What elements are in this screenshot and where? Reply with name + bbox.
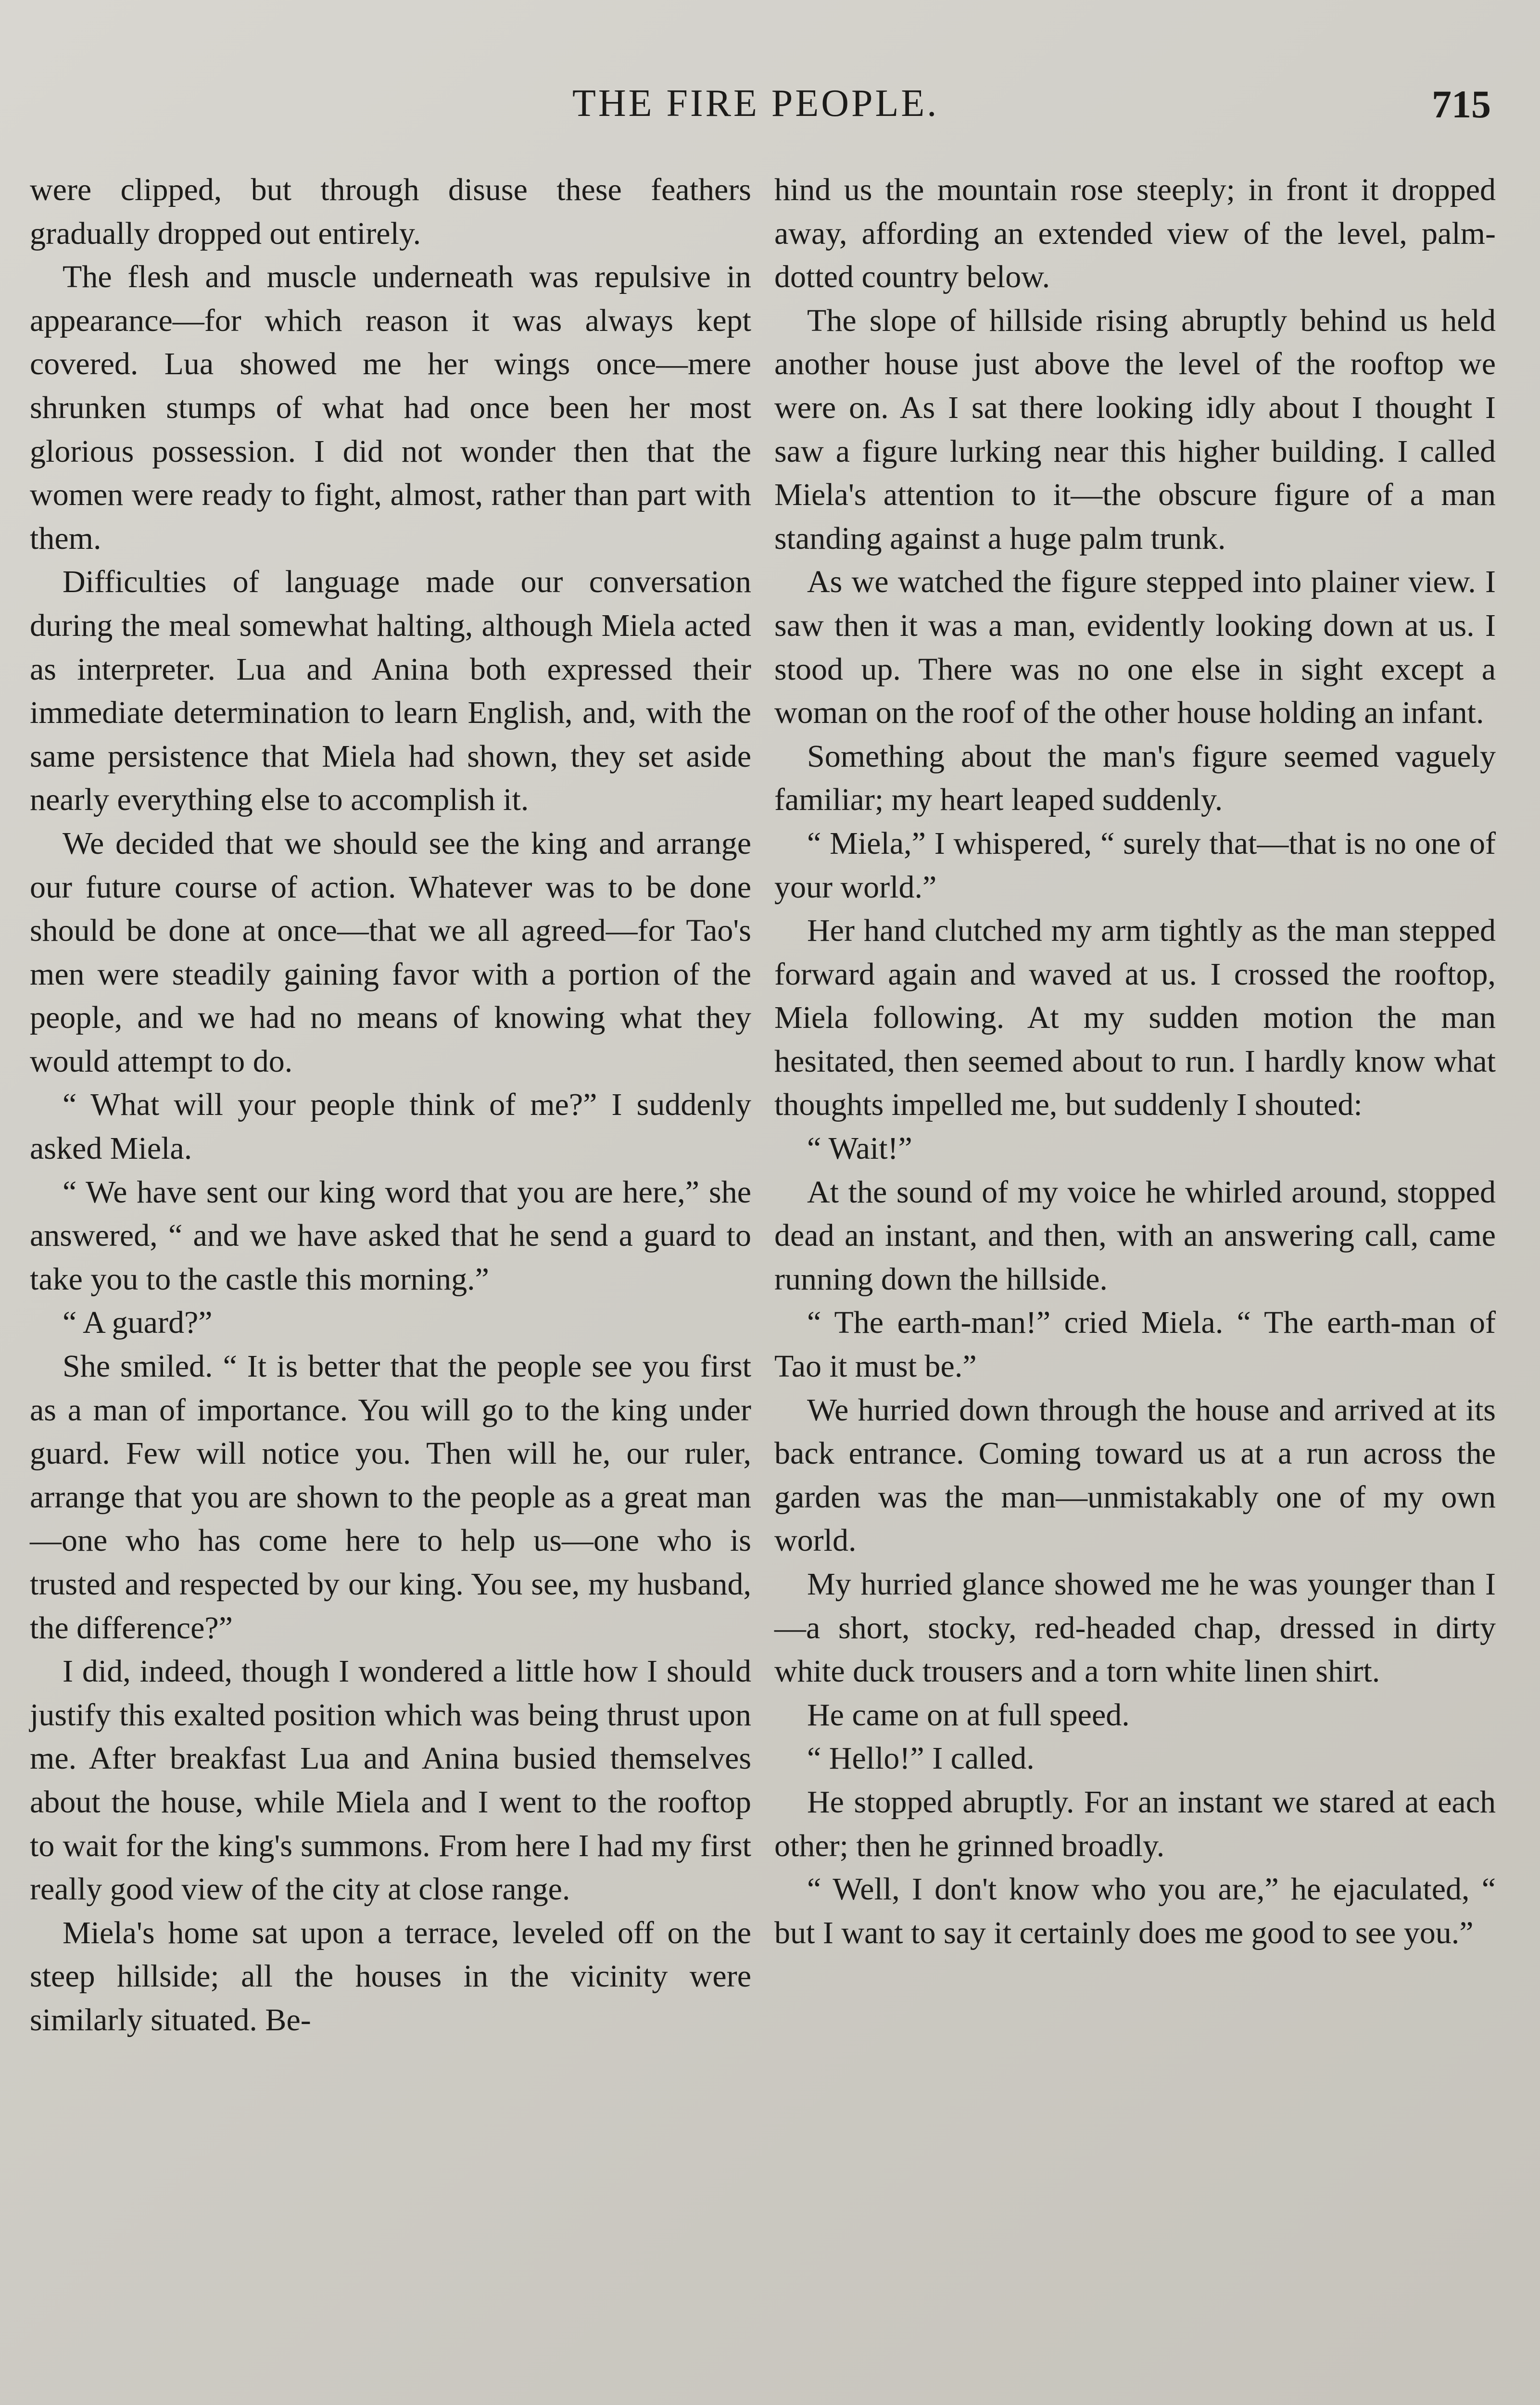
paragraph: He stopped abruptly. For an instant we stared at each other; then he grinned broadly.	[774, 1784, 1496, 1863]
paragraph: He came on at full speed.	[807, 1697, 1130, 1733]
paragraph: At the sound of my voice he whirled around, stopped dead an instant, and then, with an answering call, came running down the hillside.	[774, 1174, 1496, 1297]
paragraph: “ Hello!” I called.	[807, 1741, 1035, 1776]
paragraph: “ What will your people think of me?” I suddenly asked Miela.	[30, 1087, 751, 1166]
paragraph: “ Wait!”	[807, 1131, 912, 1166]
paragraph: The flesh and muscle underneath was repulsive in appearance—for which reason it was always kept covered. Lua showed me her wings once—mere shrunken stumps of what had once been her most glorious possession. I did not wonder then that the women were ready to fight, almost, rather than part with them.	[30, 259, 751, 556]
paragraph: were clipped, but through disuse these feathers gradually dropped out entirely.	[30, 172, 751, 251]
right-column	[774, 168, 1496, 2347]
page-header	[29, 82, 1491, 135]
paragraph: She smiled. “ It is better that the people see you first as a man of importance. You will go to the king under guard. Few will notice you. Then will he, our ruler, arrange that you are shown to the people as a great man—one who has come here to help us—one who is trusted and respected by our king. You see, my husband, the difference?”	[30, 1349, 751, 1646]
paragraph: “ We have sent our king word that you are here,” she answered, “ and we have asked that he send a guard to take you to the castle this morning.”	[30, 1174, 751, 1297]
paragraph: Difficulties of language made our conversation during the meal somewhat halting, although Miela acted as interpreter. Lua and Anina both expressed their immediate determination to learn English, and, with the same persistence that Miela had shown, they set aside nearly everything else to accomplish it.	[30, 564, 751, 818]
paragraph: We decided that we should see the king and arrange our future course of action. Whatever was to be done should be done at once—that we all agreed—for Tao's men were steadily gaining favor with a portion of the people, and we had no means of knowing what they would attempt to do.	[30, 825, 751, 1079]
paragraph: Miela's home sat upon a terrace, leveled off on the steep hillside; all the houses in the vicinity were similarly situated. Be-	[30, 1915, 751, 2038]
paragraph: The slope of hillside rising abruptly behind us held another house just above the level of the rooftop we were on. As I sat there looking idly about I thought I saw a figure lurking near this higher building. I called Miela's attention to it—the obscure figure of a man standing against a huge palm trunk.	[774, 303, 1496, 556]
paragraph: “ The earth-man!” cried Miela. “ The earth-man of Tao it must be.”	[774, 1305, 1496, 1384]
paragraph: Her hand clutched my arm tightly as the man stepped forward again and waved at us. I crossed the rooftop, Miela following. At my sudden motion the man hesitated, then seemed about to run. I hardly know what thoughts impelled me, but suddenly I shouted:	[774, 913, 1496, 1123]
paragraph: We hurried down through the house and arrived at its back entrance. Coming toward us at a run across the garden was the man—unmistakably one of my own world.	[774, 1392, 1496, 1558]
left-column	[30, 168, 751, 2347]
paragraph: “ Miela,” I whispered, “ surely that—that is no one of your world.”	[774, 825, 1496, 905]
paragraph: Something about the man's figure seemed vaguely familiar; my heart leaped suddenly.	[774, 738, 1496, 818]
paragraph: “ A guard?”	[63, 1305, 213, 1341]
running-head: THE FIRE PEOPLE.	[572, 82, 939, 125]
paragraph: hind us the mountain rose steeply; in front it dropped away, affording an extended view of the level, palm-dotted country below.	[774, 172, 1496, 295]
page-number: 715	[1432, 82, 1491, 126]
paragraph: “ Well, I don't know who you are,” he ejaculated, “ but I want to say it certainly does me good to see you.”	[774, 1872, 1496, 1950]
paragraph: As we watched the figure stepped into plainer view. I saw then it was a man, evidently looking down at us. I stood up. There was no one else in sight except a woman on the roof of the other house holding an infant.	[774, 564, 1496, 731]
paragraph: I did, indeed, though I wondered a little how I should justify this exalted position which was being thrust upon me. After breakfast Lua and Anina busied themselves about the house, while Miela and I went to the rooftop to wait for the king's summons. From here I had my first really good view of the city at close range.	[30, 1654, 751, 1907]
paragraph: My hurried glance showed me he was younger than I—a short, stocky, red-headed chap, dressed in dirty white duck trousers and a torn white linen shirt.	[774, 1567, 1496, 1689]
